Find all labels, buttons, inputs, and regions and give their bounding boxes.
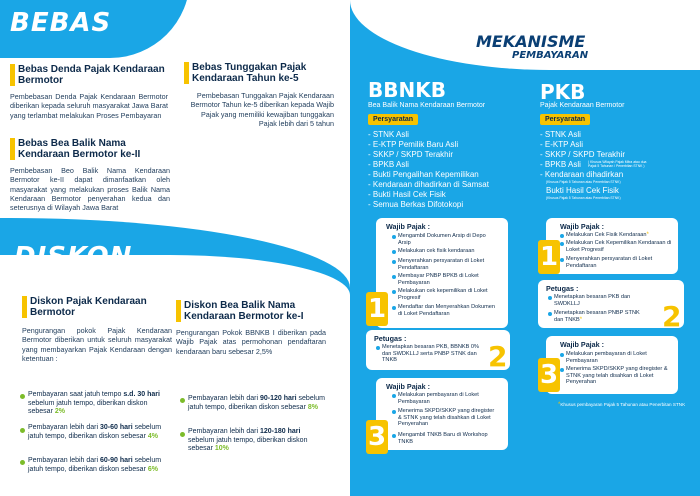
pkb-step-1-item-2: Melakukan Cek Kepemilikan Kendaraan di Loket Progresif — [566, 240, 672, 253]
step-bullet — [392, 290, 396, 294]
step-head: Wajib Pajak : — [386, 222, 431, 231]
diskon-2-bar — [176, 300, 181, 322]
diskon-pkb-box — [14, 386, 174, 492]
bebas-2-bar — [184, 62, 189, 84]
step-bullet — [392, 260, 396, 264]
bebas-1-bar — [10, 64, 15, 86]
step-bullet — [560, 242, 564, 246]
bbnkb-req-7: - Bukti Hasil Cek Fisik — [368, 190, 446, 199]
bbnkb-step-1-item-3: Menyerahkan persyaratan di Loket Pendaftaran — [398, 258, 485, 271]
bebas-1-heading: Bebas Denda Pajak Kendaraan Bermotor — [18, 64, 165, 86]
bebas-title: BEBAS — [10, 8, 112, 38]
pkb-req-3: - SKKP / SKPD Terakhir — [540, 150, 626, 159]
step-bullet — [392, 275, 396, 279]
bbnkb-step-1-item-6: Mendaftar dan Menyerahkan Dokumen di Loket Pendaftaran — [398, 304, 496, 317]
bbnkb-req-6: - Kendaraan dihadirkan di Samsat — [368, 180, 489, 189]
pkb-step-3-card — [546, 336, 678, 394]
bbnkb-step-1-item-2: Melakukan cek fisik kendaraan — [398, 248, 475, 254]
bbnkb-req-2: - E-KTP Pemilik Baru Asli — [368, 140, 459, 149]
pkb-step-3-number: 3 — [539, 360, 559, 390]
pkb-req-badge: Persyaratan — [540, 114, 590, 125]
diskon-1-bar — [22, 296, 27, 318]
step-bullet — [548, 296, 552, 300]
pkb-footnote: *Khusus pembayaran Pajak 5 Tahunan atau Penerbitan STNK — [558, 402, 686, 408]
bbnkb-step-2-number: 2 — [488, 340, 508, 373]
bbnkb-step-3-item-1: Melakukan pembayaran di Loket Pembayaran — [398, 392, 479, 405]
bbnkb-req-1: - STNK Asli — [368, 130, 409, 139]
pkb-step-2-item-2: Menetapkan besaran PNBP STNK dan TNKB* — [554, 310, 640, 323]
bullet-dot — [20, 460, 25, 465]
pkb-step-3-item-2: Menerima SKPD/SKKP yang diregister & STNK yang telah disahkan di Loket Penyerahan — [566, 366, 668, 386]
step-bullet — [392, 434, 396, 438]
diskon-pkb-item-1: Pembayaran saat jatuh tempo s.d. 30 hari sebelum jatuh tempo, diberikan diskon sebesar 2% — [28, 391, 160, 416]
diskon-2-heading: Diskon Bea Balik Nama Kendaraan Bermotor ke-I — [184, 300, 304, 322]
step-bullet — [392, 410, 396, 414]
diskon-bbn-box — [174, 390, 334, 470]
bbnkb-step-3-item-2: Menerima SKPD/SKKP yang diregister & STNK yang telah disahkan di Loket Penyerahan — [398, 408, 495, 428]
bbnkb-req-5: - Bukti Pengalihan Kepemilikan — [368, 170, 479, 179]
step-bullet — [392, 250, 396, 254]
bebas-3-bar — [10, 138, 15, 160]
step-head: Petugas : — [374, 334, 407, 343]
pkb-req-1: - STNK Asli — [540, 130, 581, 139]
bbnkb-step-1-item-5: Melakukan cek kepemilikan di Loket Progresif — [398, 288, 488, 301]
pkb-req-note-2: (Khusus Pajak 5 Tahunan atau Penerbitan STNK) — [546, 180, 621, 184]
step-bullet — [392, 394, 396, 398]
bbnkb-step-2-item-1: Menetapkan besaran PKB, BBNKB 0% dan SWDKLLJ serta PNBP STNK dan TNKB — [382, 344, 480, 364]
pkb-step-1-item-1: Melakukan Cek Fisik Kendaraan* — [566, 232, 649, 238]
diskon-1-body: Pengurangan pokok Pajak Kendaraan Bermotor diberikan untuk seluruh masyarakat yang membayarkan Pajak Kendaraan dengan ketentuan : — [22, 326, 172, 363]
step-head: Wajib Pajak : — [560, 340, 605, 349]
bullet-dot — [180, 432, 185, 437]
step-head: Wajib Pajak : — [560, 222, 605, 231]
bullet-dot — [20, 428, 25, 433]
bbnkb-req-3: - SKKP / SKPD Terakhir — [368, 150, 454, 159]
bbnkb-step-1-number: 1 — [367, 294, 387, 324]
pkb-req-2: - E-KTP Asli — [540, 140, 583, 149]
bbnkb-req-8: - Semua Berkas Difotokopi — [368, 200, 464, 209]
diskon-title: DISKON — [14, 242, 133, 272]
bbnkb-req-badge: Persyaratan — [368, 114, 418, 125]
step-bullet — [376, 346, 380, 350]
diskon-2-body: Pengurangan Pokok BBNKB I diberikan pada Wajib Pajak atas permohonan pendaftaran kendaraan baru sebesar 2,5% — [176, 328, 326, 356]
step-bullet — [392, 235, 396, 239]
pkb-step-1-number: 1 — [539, 242, 559, 272]
bebas-1-body: Pembebasan Denda Pajak Kendaraan Bermotor diberikan kepada seluruh masyarakat Jawa Barat yang terlambat melakukan Proses Pembayaran — [10, 92, 168, 120]
bullet-dot — [20, 394, 25, 399]
pkb-title: PKB — [540, 80, 586, 104]
bbnkb-step-3-number: 3 — [367, 422, 387, 452]
bbnkb-step-1-card — [376, 218, 508, 328]
pkb-req-note-1: ( Khusus Wilayah Pajak Mitra atau dua Pajak 5 Tahunan / Penerbitan STNK ) — [588, 160, 647, 168]
mekanisme-title: MEKANISME — [476, 32, 586, 51]
diskon-pkb-item-3: Pembayaran lebih dari 60-90 hari sebelum jatuh tempo, diberikan diskon sebesar 6% — [28, 457, 162, 473]
diskon-bbn-item-2: Pembayaran lebih dari 120-180 hari sebelum jatuh tempo, diberikan diskon sebesar 10% — [188, 428, 308, 453]
pkb-step-1-card — [546, 218, 678, 274]
diskon-pkb-item-2: Pembayaran lebih dari 30-60 hari sebelum jatuh tempo, diberikan diskon sebesar 4% — [28, 424, 162, 440]
bebas-2-heading: Bebas Tunggakan Pajak Kendaraan Tahun ke-5 — [192, 62, 307, 84]
bbnkb-req-4: - BPKB Asli — [368, 160, 409, 169]
bebas-3-body: Pembebasan Beo Balik Nama Kendaraan Bermotor ke-II dapat dimanfaatkan oleh masyarakat yang melakukan proses Balik Nama Kendaraan Bermotor penyerahan kedua dan seterusnya di Wilayah Jawa Barat — [10, 166, 170, 213]
step-bullet — [560, 368, 564, 372]
pkb-req-6: Bukti Hasil Cek Fisik — [546, 186, 619, 195]
pkb-step-3-item-1: Melakukan pembayaran di Loket Pembayaran — [566, 351, 647, 364]
diskon-1-heading: Diskon Pajak Kendaraan Bermotor — [30, 296, 147, 318]
bebas-2-body: Pembebasan Tunggakan Pajak Kendaraan Bermotor Tahun ke-5 diberikan kepada Wajib Pajak yang memiliki kewajiban tunggakan Pajak lebih dari 5 tahun — [190, 91, 334, 128]
step-head: Wajib Pajak : — [386, 382, 431, 391]
bbnkb-step-3-item-3: Mengambil TNKB Baru di Workshop TNKB — [398, 432, 488, 445]
bebas-3-heading: Bebas Bea Balik Nama Kendaraan Bermotor ke-II — [18, 138, 141, 160]
step-bullet — [548, 312, 552, 316]
pkb-subtitle: Pajak Kendaraan Bermotor — [540, 102, 625, 109]
bbnkb-subtitle: Bea Balik Nama Kendaraan Bermotor — [368, 102, 486, 109]
bullet-dot — [180, 398, 185, 403]
diskon-bbn-item-1: Pembayaran lebih dari 90-120 hari sebelum jatuh tempo, diberikan diskon sebesar 8% — [188, 395, 325, 411]
bbnkb-step-1-item-1: Mengambil Dokumen Arsip di Depo Arsip — [398, 233, 486, 246]
bbnkb-step-3-card — [376, 378, 508, 450]
pkb-step-2-number: 2 — [662, 300, 682, 333]
pkb-req-5: - Kendaraan dihadirkan — [540, 170, 624, 179]
step-bullet — [560, 353, 564, 357]
pkb-req-4: - BPKB Asli — [540, 160, 581, 169]
bbnkb-title: BBNKB — [368, 78, 446, 102]
step-head: Petugas : — [546, 284, 579, 293]
pkb-req-note-3: (Khusus Pajak 5 Tahunan atau Penerbitan STNK) — [546, 196, 621, 200]
pkb-step-2-item-1: Menetapkan besaran PKB dan SWDKLLJ — [554, 294, 631, 307]
step-bullet — [560, 234, 564, 238]
pkb-step-1-item-3: Menyerahkan persyaratan di Loket Pendaftaran — [566, 256, 653, 269]
step-bullet — [560, 258, 564, 262]
bbnkb-step-1-item-4: Membayar PNBP BPKB di Loket Pembayaran — [398, 273, 479, 286]
step-bullet — [392, 306, 396, 310]
pembayaran-title: PEMBAYARAN — [512, 50, 589, 61]
